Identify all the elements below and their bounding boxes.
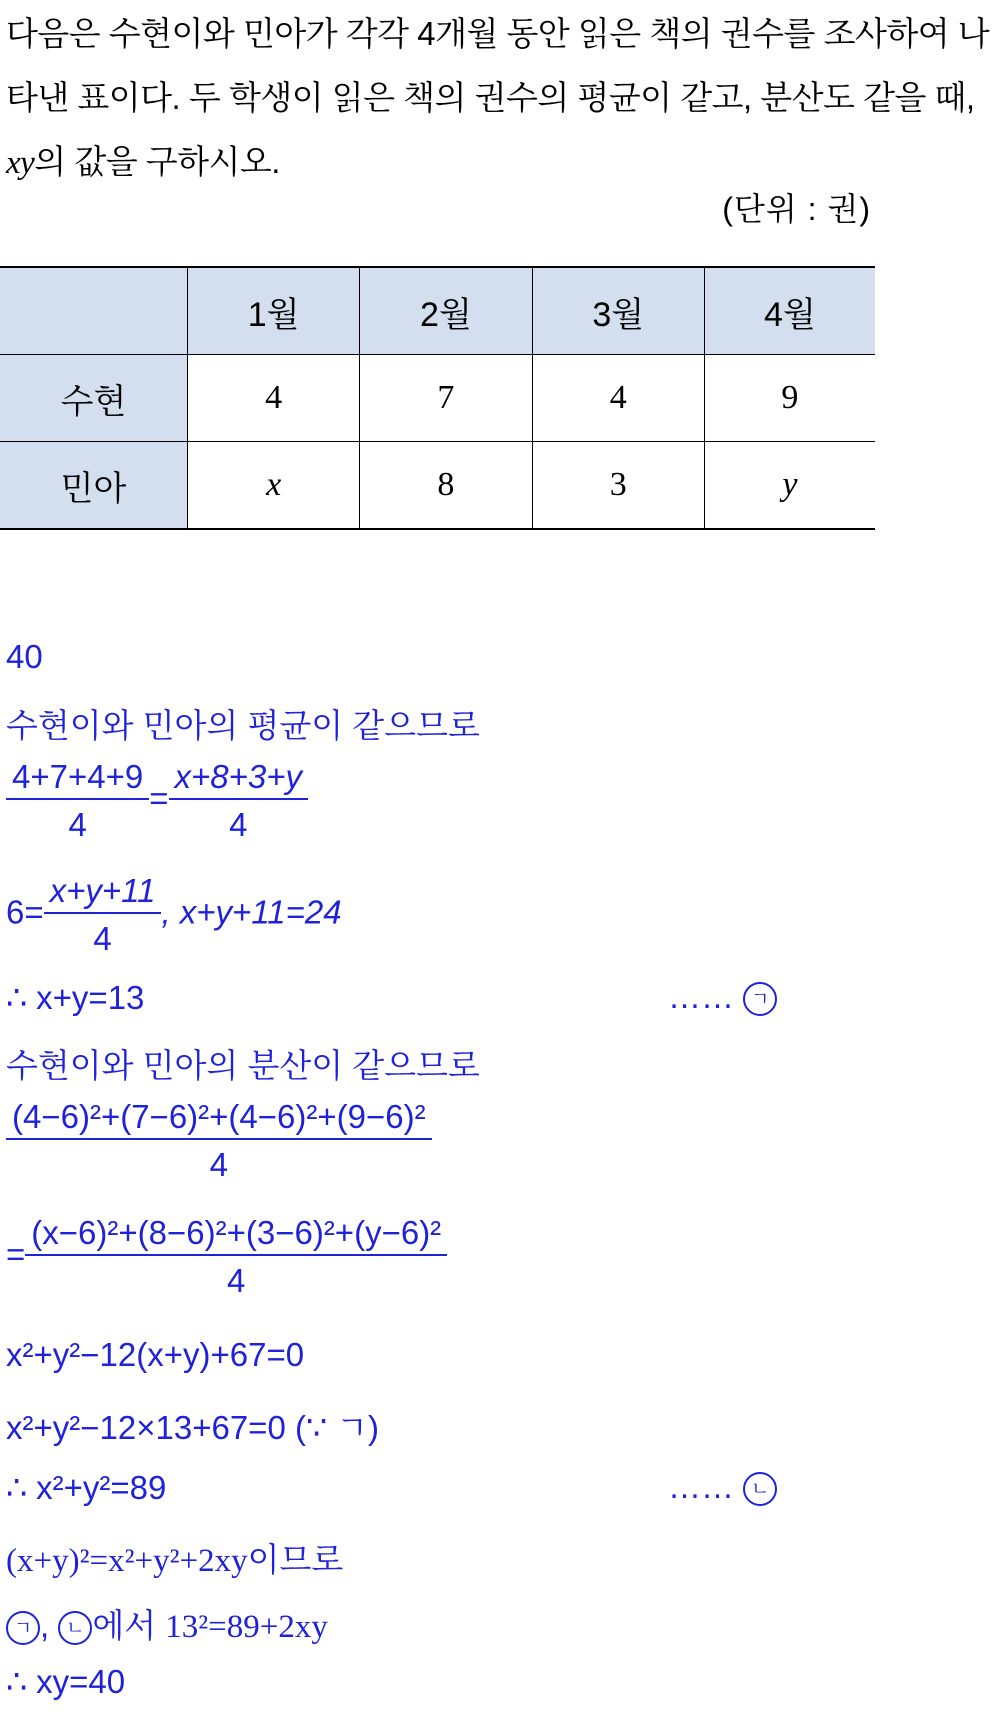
fraction: $\frac{\text{(4−6)²+(7−6)²+(4−6)²+(9−6)²}}{4}$ <box>6 1098 432 1184</box>
problem-variable: xy <box>6 145 35 181</box>
result-1: ∴ x+y=13 <box>6 979 145 1016</box>
result-2: ∴ x²+y²=89 <box>6 1469 167 1506</box>
circled-mark-icon: ㄱ <box>6 1611 40 1645</box>
fraction: $\frac{\text{(x−6)²+(8−6)²+(3−6)²+(y−6)²}}{4}$ <box>25 1214 447 1300</box>
table-row <box>0 355 875 442</box>
problem-text-end: 의 값을 구하시오. <box>34 143 280 180</box>
mean-simplified: 6= $\frac{x+y+11}{4}$ , x+y+11=24 <box>6 872 342 957</box>
problem-statement <box>6 2 991 195</box>
table-cell: 8 <box>360 442 532 530</box>
table-cell: 3 <box>532 442 704 530</box>
header-cell <box>532 267 704 355</box>
circled-mark-icon: ㄴ <box>58 1611 92 1645</box>
variance-right: = $\frac{\text{(x−6)²+(8−6)²+(3−6)²+(y−6)²}}{4}$ <box>6 1214 447 1300</box>
header-cell <box>0 267 188 355</box>
table-cell: y <box>704 442 875 530</box>
table-cell: x <box>188 442 360 530</box>
answer: 40 <box>6 638 43 675</box>
substituted-equation: x²+y²−12×13+67=0 (∵ ㄱ) <box>6 1409 380 1446</box>
variance-left <box>6 1098 432 1184</box>
table-cell: 4 <box>188 355 360 442</box>
table-header-row <box>0 267 875 355</box>
header-cell <box>188 267 360 355</box>
header-label: 1월 <box>247 295 300 334</box>
final-result: ∴ xy=40 <box>6 1663 126 1700</box>
circled-mark-icon: ㄴ <box>743 1472 777 1506</box>
header-label: 3월 <box>592 295 645 334</box>
unit-label: (단위 : 권) <box>722 191 871 227</box>
header-cell <box>704 267 875 355</box>
header-label: 4월 <box>764 295 816 334</box>
equation-tag-2: …… ㄴ <box>668 1468 777 1506</box>
identity-line: (x+y)²=x²+y²+2xy이므로 <box>6 1541 344 1579</box>
fraction: $\frac{4+7+4+9}{4}$ <box>6 758 149 844</box>
combine-line: ㄱ , ㄴ 에서 13²=89+2xy <box>6 1600 328 1647</box>
table-row <box>0 442 875 530</box>
table-cell: 7 <box>360 355 532 442</box>
row-label: 민아 <box>0 442 188 530</box>
data-table <box>0 266 875 530</box>
fraction: $\frac{x+y+11}{4}$ <box>44 872 162 958</box>
solution-line-mean: 수현이와 민아의 평균이 같으므로 <box>6 707 480 744</box>
table-cell: 9 <box>704 355 875 442</box>
header-cell <box>360 267 532 355</box>
problem-text: 다음은 수현이와 민아가 각각 4개월 동안 읽은 책의 권수를 조사하여 나타낸 표이다. 두 학생이 읽은 책의 권수의 평균이 같고, 분산도 같을 때, <box>6 15 990 116</box>
table-cell: 4 <box>532 355 704 442</box>
header-label: 2월 <box>420 295 472 334</box>
solution-line-variance: 수현이와 민아의 분산이 같으므로 <box>6 1047 480 1084</box>
expanded-equation: x²+y²−12(x+y)+67=0 <box>6 1336 305 1373</box>
mean-equation: $\frac{4+7+4+9}{4}$ = $\frac{x+8+3+y}{4}$ <box>6 758 308 844</box>
circled-mark-icon: ㄱ <box>743 982 777 1016</box>
equation-tag-1: …… ㄱ <box>668 978 777 1016</box>
row-label: 수현 <box>0 355 188 442</box>
fraction: $\frac{x+8+3+y}{4}$ <box>169 758 309 844</box>
